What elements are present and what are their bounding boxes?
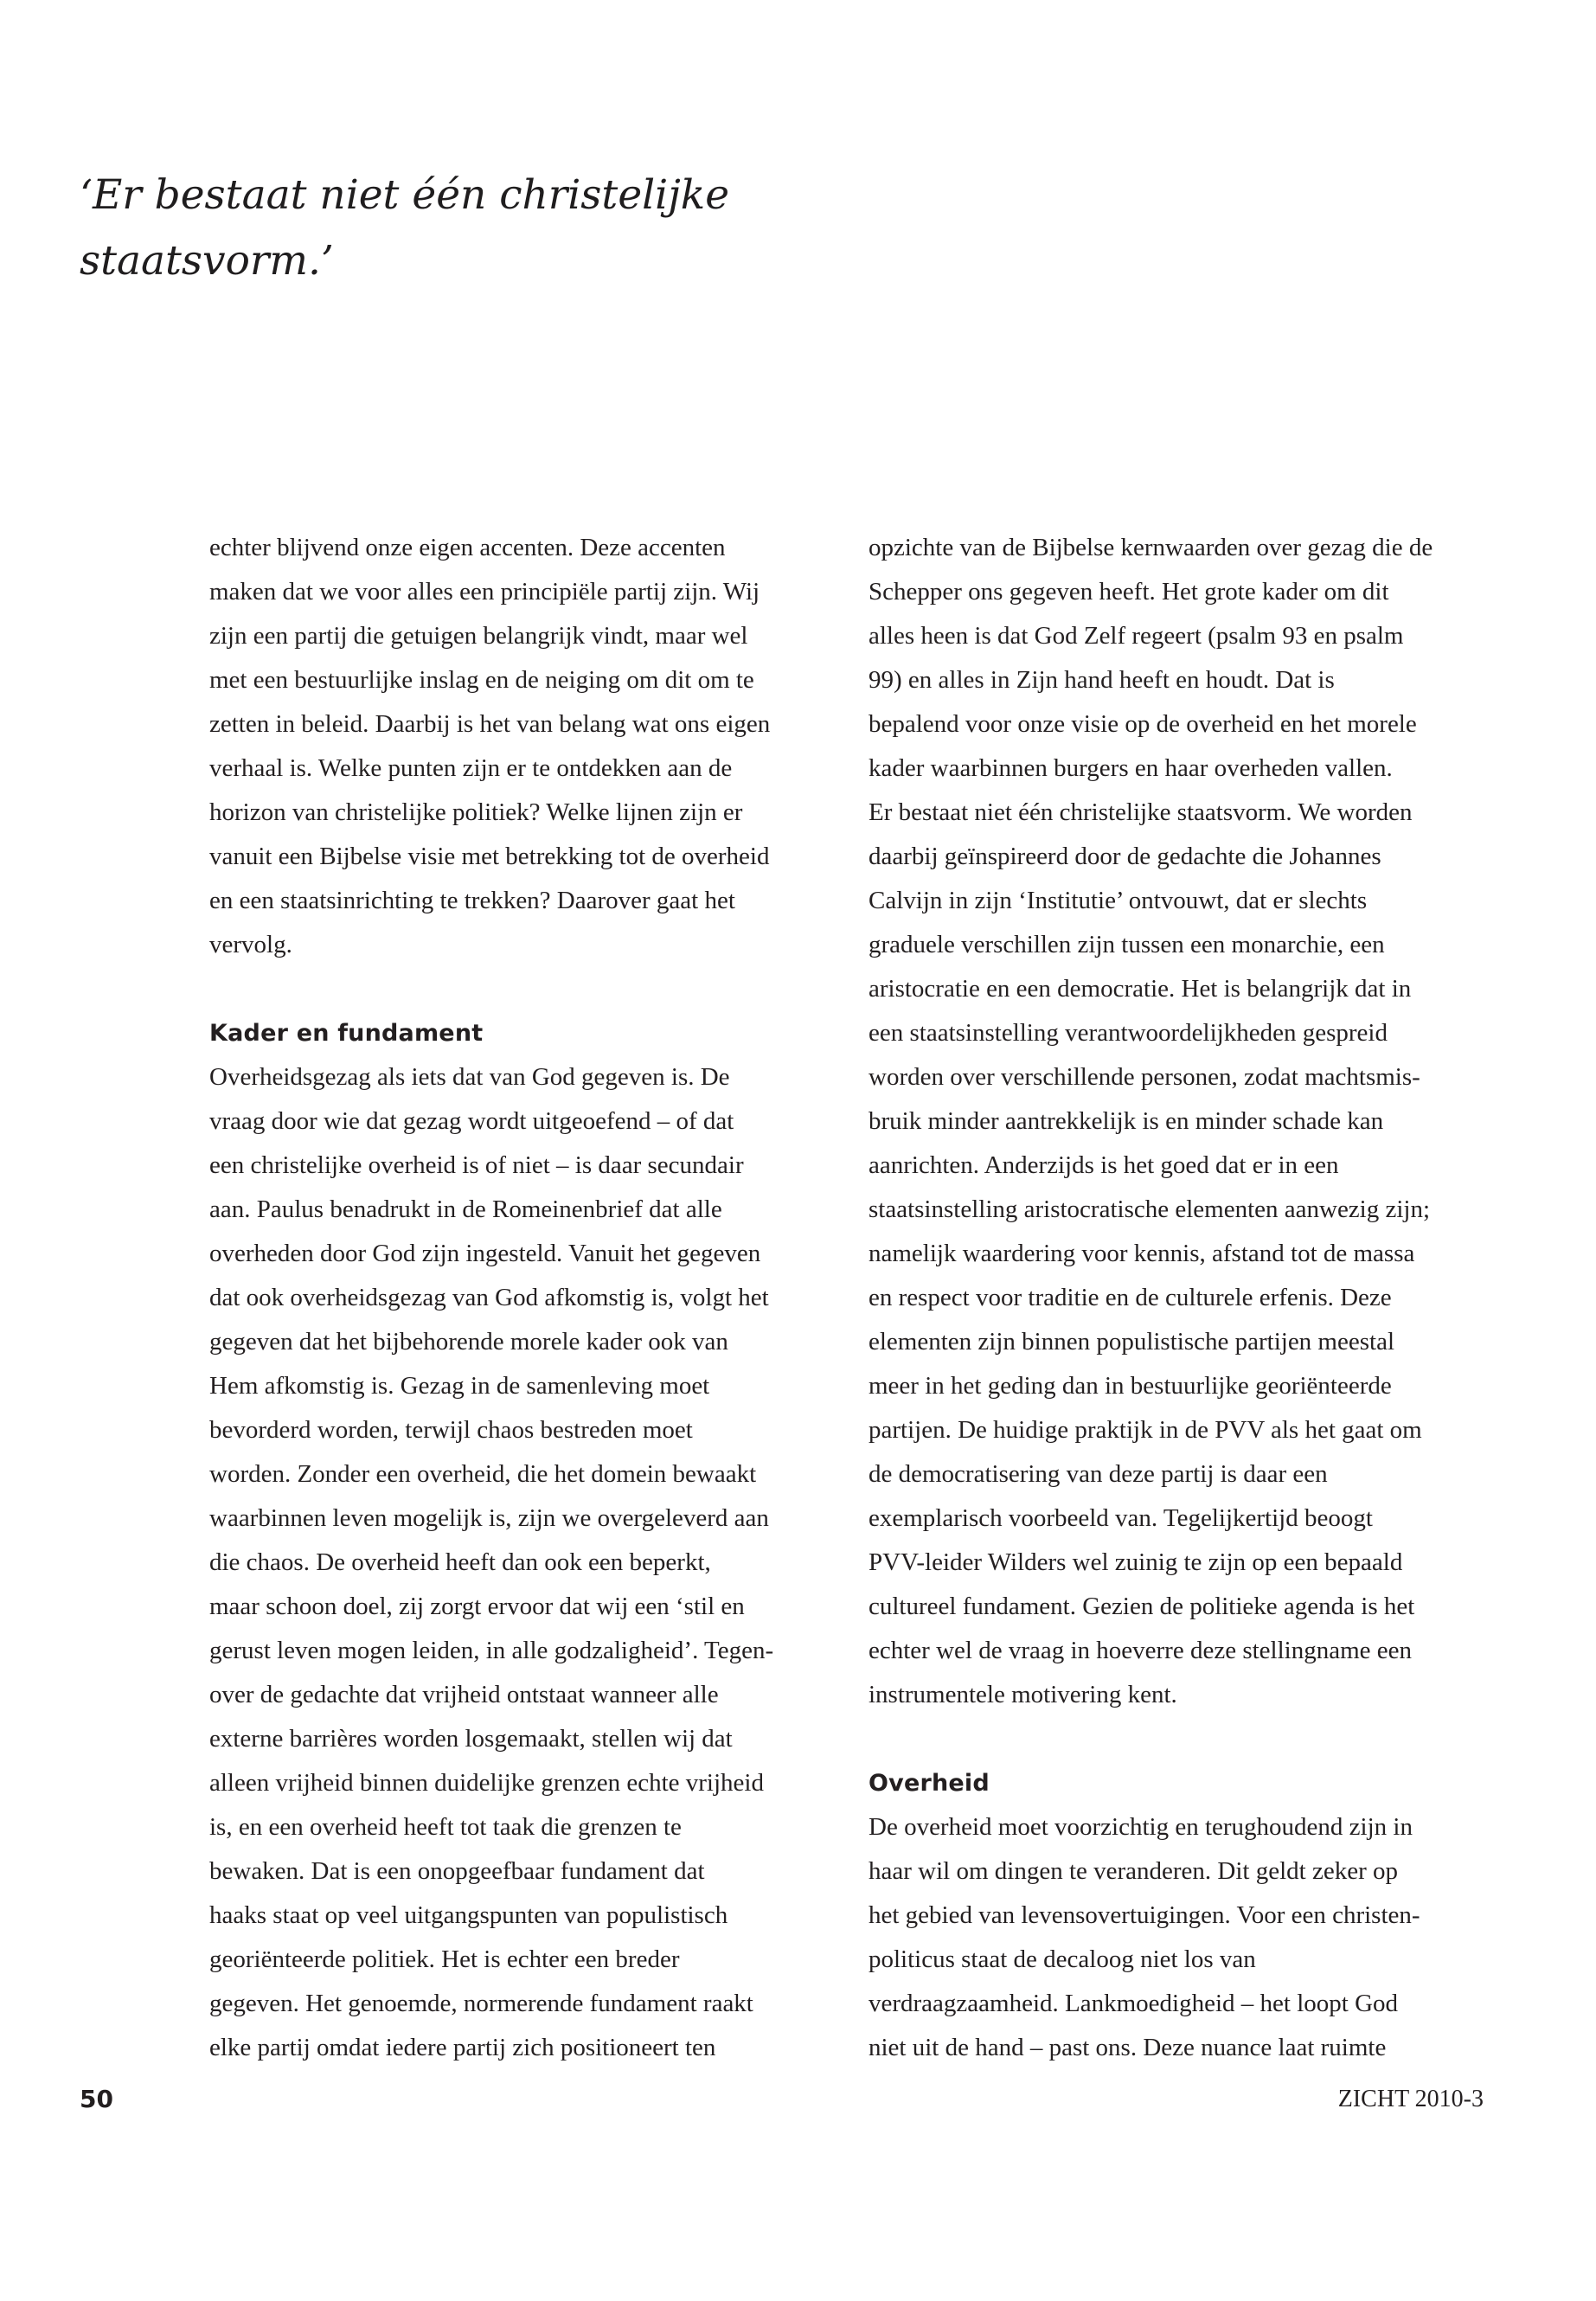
text-line: namelijk waardering voor kennis, afstand tot de massa	[869, 1240, 1415, 1267]
text-line: De overheid moet voorzichtig en terughoudend zijn in	[869, 1813, 1413, 1841]
text-line: een christelijke overheid is of niet – is daar secundair	[209, 1151, 744, 1179]
text-line: partijen. De huidige praktijk in de PVV als het gaat om	[869, 1416, 1422, 1444]
text-line: elementen zijn binnen populistische partijen meestal	[869, 1328, 1395, 1356]
text-line: alles heen is dat God Zelf regeert (psalm 93 en psalm	[869, 622, 1404, 650]
text-line: bevorderd worden, terwijl chaos bestreden moet	[209, 1416, 693, 1444]
pull-quote-line: staatsvorm.’	[80, 237, 334, 285]
text-line: alleen vrijheid binnen duidelijke grenzen echte vrijheid	[209, 1769, 764, 1797]
text-line: dat ook overheidsgezag van God afkomstig is, volgt het	[209, 1284, 769, 1311]
text-line: echter blijvend onze eigen accenten. Deze accenten	[209, 534, 726, 561]
intro-paragraph	[869, 526, 1491, 1717]
text-line: vanuit een Bijbelse visie met betrekking tot de overheid	[209, 843, 770, 870]
text-line: kader waarbinnen burgers en haar overheden vallen.	[869, 754, 1393, 782]
section-heading-overheid: Overheid	[869, 1770, 990, 1797]
text-line: het gebied van levensovertuigingen. Voor een christen-	[869, 1901, 1420, 1929]
text-line: aan. Paulus benadrukt in de Romeinenbrief dat alle	[209, 1195, 722, 1223]
text-line: overheden door God zijn ingesteld. Vanuit het gegeven	[209, 1240, 761, 1267]
text-line: en een staatsinrichting te trekken? Daarover gaat het	[209, 887, 735, 914]
text-line: georiënteerde politiek. Het is echter een breder	[209, 1945, 680, 1973]
text-line: waarbinnen leven mogelijk is, zijn we overgeleverd aan	[209, 1504, 769, 1532]
text-line: elke partij omdat iedere partij zich positioneert ten	[209, 2034, 716, 2061]
text-line: Calvijn in zijn ‘Institutie’ ontvouwt, dat er slechts	[869, 887, 1368, 914]
text-line: en respect voor traditie en de culturele erfenis. Deze	[869, 1284, 1392, 1311]
text-line: aanrichten. Anderzijds is het goed dat er in een	[869, 1151, 1339, 1179]
text-line: horizon van christelijke politiek? Welke lijnen zijn er	[209, 798, 743, 826]
text-line: haar wil om dingen te veranderen. Dit geldt zeker op	[869, 1857, 1398, 1885]
text-line: graduele verschillen zijn tussen een monarchie, een	[869, 931, 1385, 958]
text-line: verhaal is. Welke punten zijn er te ontdekken aan de	[209, 754, 733, 782]
text-line: instrumentele motivering kent.	[869, 1681, 1177, 1708]
text-line: vraag door wie dat gezag wordt uitgeoefend – of dat	[209, 1107, 734, 1135]
text-line: Er bestaat niet één christelijke staatsvorm. We worden	[869, 798, 1413, 826]
text-line: PVV-leider Wilders wel zuinig te zijn op een bepaald	[869, 1548, 1403, 1576]
text-line: echter wel de vraag in hoeverre deze stellingname een	[869, 1637, 1413, 1664]
text-line: meer in het geding dan in bestuurlijke georiënteerde	[869, 1372, 1392, 1400]
text-line: exemplarisch voorbeeld van. Tegelijkertijd beoogt	[869, 1504, 1373, 1532]
text-line: de democratisering van deze partij is daar een	[869, 1460, 1328, 1488]
section-paragraph	[209, 1055, 832, 2070]
section-paragraph	[869, 1805, 1491, 2070]
text-line: een staatsinstelling verantwoordelijkheden gespreid	[869, 1019, 1388, 1047]
running-footer: ZICHT 2010-3	[1337, 2086, 1484, 2112]
text-line: cultureel fundament. Gezien de politieke agenda is het	[869, 1593, 1415, 1620]
paragraph-gap	[869, 1717, 1491, 1761]
page-number: 50	[80, 2085, 113, 2113]
text-line: staatsinstelling aristocratische elementen aanwezig zijn;	[869, 1195, 1431, 1223]
text-line: over de gedachte dat vrijheid ontstaat wanneer alle	[209, 1681, 719, 1708]
text-line: maar schoon doel, zij zorgt ervoor dat wij een ‘stil en	[209, 1593, 745, 1620]
text-line: worden over verschillende personen, zodat machtsmis-	[869, 1063, 1420, 1091]
text-line: externe barrières worden losgemaakt, stellen wij dat	[209, 1725, 733, 1753]
text-line: gegeven dat het bijbehorende morele kader ook van	[209, 1328, 728, 1356]
left-column	[209, 526, 832, 2070]
text-line: politicus staat de decaloog niet los van	[869, 1945, 1256, 1973]
text-line: Overheidsgezag als iets dat van God gegeven is. De	[209, 1063, 730, 1091]
paragraph-gap	[209, 967, 832, 1011]
pull-quote	[80, 163, 730, 294]
text-line: gegeven. Het genoemde, normerende fundament raakt	[209, 1990, 753, 2017]
text-line: aristocratie en een democratie. Het is belangrijk dat in	[869, 975, 1412, 1003]
text-line: is, en een overheid heeft tot taak die grenzen te	[209, 1813, 682, 1841]
section-heading-kader-en-fundament: Kader en fundament	[209, 1020, 484, 1047]
text-line: die chaos. De overheid heeft dan ook een beperkt,	[209, 1548, 711, 1576]
text-line: met een bestuurlijke inslag en de neiging om dit om te	[209, 666, 754, 694]
text-line: bepalend voor onze visie op de overheid en het morele	[869, 710, 1417, 738]
text-line: verdraagzaamheid. Lankmoedigheid – het loopt God	[869, 1990, 1399, 2017]
text-line: zetten in beleid. Daarbij is het van belang wat ons eigen	[209, 710, 771, 738]
text-line: 99) en alles in Zijn hand heeft en houdt. Dat is	[869, 666, 1335, 694]
text-line: bewaken. Dat is een onopgeefbaar fundament dat	[209, 1857, 705, 1885]
right-column	[869, 526, 1491, 2070]
text-line: Hem afkomstig is. Gezag in de samenleving moet	[209, 1372, 710, 1400]
pull-quote-line: ‘Er bestaat niet één christelijke	[80, 171, 730, 219]
intro-paragraph	[209, 526, 832, 967]
text-line: daarbij geïnspireerd door de gedachte die Johannes	[869, 843, 1381, 870]
text-line: zijn een partij die getuigen belangrijk vindt, maar wel	[209, 622, 748, 650]
text-line: gerust leven mogen leiden, in alle godzaligheid’. Tegen-	[209, 1637, 774, 1664]
text-line: Schepper ons gegeven heeft. Het grote kader om dit	[869, 578, 1389, 606]
text-line: niet uit de hand – past ons. Deze nuance laat ruimte	[869, 2034, 1387, 2061]
text-line: vervolg.	[209, 931, 292, 958]
text-line: maken dat we voor alles een principiële partij zijn. Wij	[209, 578, 760, 606]
text-line: haaks staat op veel uitgangspunten van populistisch	[209, 1901, 728, 1929]
text-line: opzichte van de Bijbelse kernwaarden over gezag die de	[869, 534, 1433, 561]
text-line: worden. Zonder een overheid, die het domein bewaakt	[209, 1460, 757, 1488]
text-line: bruik minder aantrekkelijk is en minder schade kan	[869, 1107, 1384, 1135]
